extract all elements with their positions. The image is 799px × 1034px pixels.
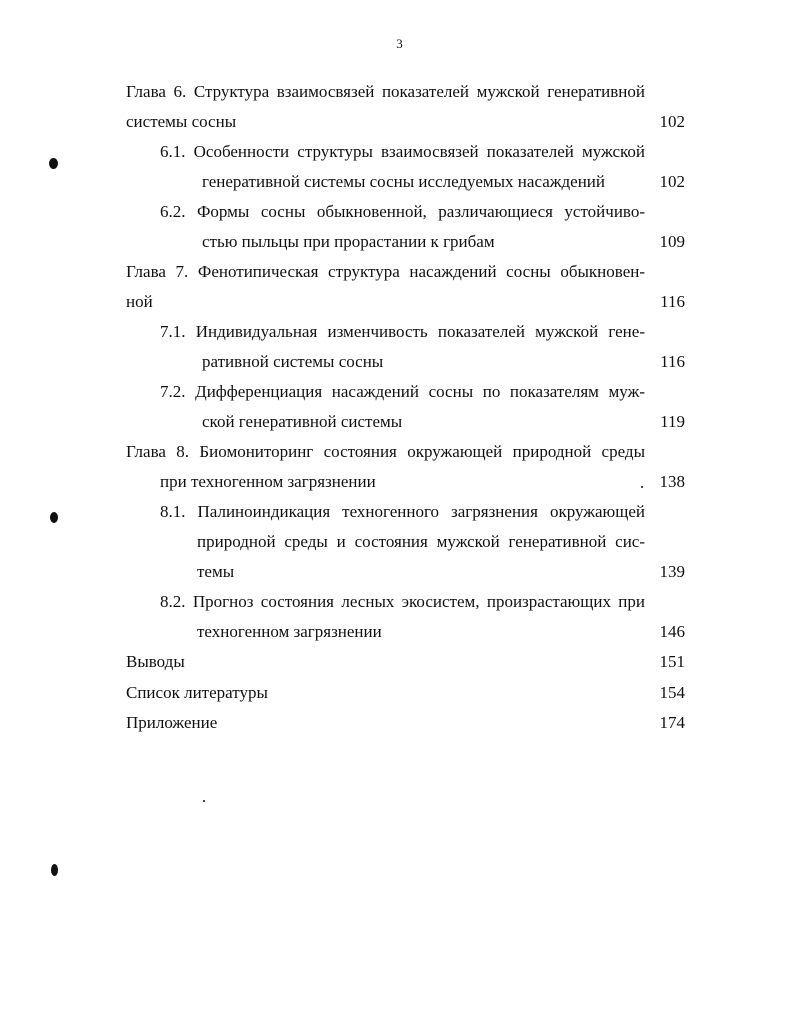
toc-entry-title-cont: системы сосны <box>126 112 237 131</box>
toc-entry-title: Приложение <box>126 713 218 732</box>
scan-speck-5 <box>641 486 643 488</box>
toc-entry-page: 174 <box>659 713 685 732</box>
toc-entry-title: Выводы <box>126 652 185 671</box>
toc-entry-title-cont: при техногенном загрязнении <box>160 472 376 491</box>
toc-entry-title-cont: генеративной системы сосны исследуемых насаждений <box>202 172 605 191</box>
toc-entry-page: 139 <box>659 562 685 581</box>
toc-entry-title-cont: техногенном загрязнении <box>197 622 382 641</box>
toc-entry-title: Глава 6. Структура взаимосвязей показателей мужской генеративной <box>126 82 645 101</box>
toc-entry-page: 138 <box>659 472 685 491</box>
toc-entry-title: 7.1. Индивидуальная изменчивость показателей мужской гене- <box>160 322 645 341</box>
toc-entry-title: Список литературы <box>126 683 268 702</box>
toc-entry-title-cont: ной <box>126 292 153 311</box>
toc-entry-title: 8.1. Палиноиндикация техногенного загрязнения окружающей <box>160 502 645 521</box>
page-number: 3 <box>396 36 403 51</box>
toc-entry-page: 154 <box>659 683 685 702</box>
scan-speck-3 <box>51 864 58 876</box>
toc-entry-page: 102 <box>659 112 685 131</box>
toc-entry-title-cont: ративной системы сосны <box>202 352 384 371</box>
toc-entry-title: Глава 8. Биомониторинг состояния окружающей природной среды <box>126 442 645 461</box>
toc-entry-page: 116 <box>660 352 685 371</box>
toc-entry-title: 6.1. Особенности структуры взаимосвязей показателей мужской <box>160 142 645 161</box>
toc-entry-title-cont: темы <box>197 562 235 581</box>
scan-speck-1 <box>49 158 58 169</box>
toc-entry-title-cont: ской генеративной системы <box>202 412 403 431</box>
toc-entry-title: 8.2. Прогноз состояния лесных экосистем, произрастающих при <box>160 592 645 611</box>
toc-entry-page: 119 <box>660 412 685 431</box>
toc-entry-title: Глава 7. Фенотипическая структура насаждений сосны обыкновен- <box>126 262 645 281</box>
toc-entry-title-cont: природной среды и состояния мужской генеративной сис- <box>197 532 645 551</box>
toc-entry-title: 7.2. Дифференциация насаждений сосны по показателям муж- <box>160 382 645 401</box>
toc-entry-page: 146 <box>659 622 685 641</box>
scan-speck-2 <box>50 512 58 523</box>
toc-entry-page: 102 <box>659 172 685 191</box>
toc-entry-title: 6.2. Формы сосны обыкновенной, различающиеся устойчиво- <box>160 202 645 221</box>
toc-entry-title-cont: стью пыльцы при прорастании к грибам <box>202 232 495 251</box>
scan-speck-4 <box>203 800 205 802</box>
toc-entry-page: 116 <box>660 292 685 311</box>
toc-entry-page: 109 <box>659 232 685 251</box>
toc-entry-page: 151 <box>659 652 685 671</box>
